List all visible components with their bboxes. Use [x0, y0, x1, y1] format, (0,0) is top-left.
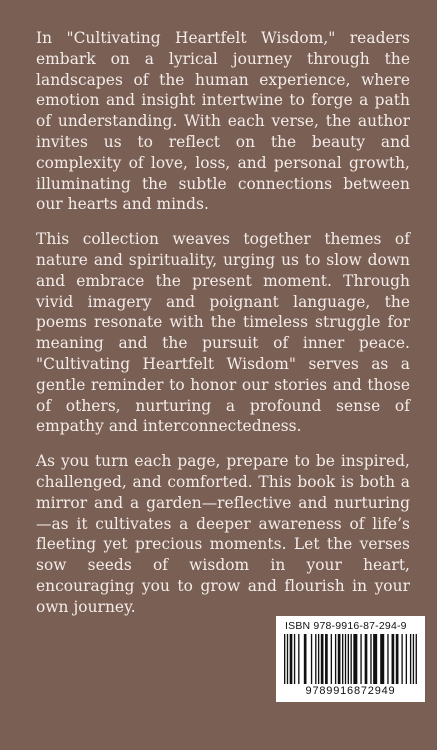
barcode-bar: [348, 634, 349, 684]
barcode-bar: [387, 634, 388, 684]
barcode-bar: [365, 634, 368, 684]
barcode-bar: [335, 634, 336, 684]
barcode-bar: [342, 634, 343, 684]
barcode-bar: [392, 634, 395, 684]
isbn-number: 9789916872949: [305, 685, 396, 697]
barcode-bar: [401, 634, 402, 684]
barcode-bar: [410, 634, 411, 684]
barcode-bar: [360, 634, 361, 684]
barcode-bar: [298, 634, 299, 684]
barcode-bar: [331, 634, 332, 684]
barcode-bar: [351, 634, 352, 684]
blurb: [36, 28, 410, 632]
barcode-bar: [338, 634, 341, 684]
barcode-bar: [284, 634, 285, 684]
barcode-bar: [325, 634, 328, 684]
barcode-bar: [370, 634, 371, 684]
isbn-barcode: [276, 616, 425, 702]
barcode-bar: [304, 634, 307, 684]
barcode-bar: [373, 634, 377, 684]
barcode-bar: [321, 634, 324, 684]
blurb-paragraph-3: As you turn each page, prepare to be inspired, challenged, and comforted. This book is both a mirror and a garden—reflective and nurturing—as it cultivates a deeper awareness of life’s fleeting yet precious moments. Let the verses sow seeds of wisdom in your heart, encouraging you to grow and flourish in your own journey.: [36, 452, 410, 616]
barcode-bar: [318, 634, 319, 684]
barcode-bar: [413, 634, 414, 684]
barcode-bar: [290, 634, 293, 684]
barcode-bar: [345, 634, 346, 684]
barcode-bar: [315, 634, 316, 684]
barcode-bar: [416, 634, 417, 684]
barcode-bar: [406, 634, 407, 684]
barcode-bar: [380, 634, 384, 684]
blurb-paragraph-2: This collection weaves together themes of nature and spirituality, urging us to slow down and embrace the present moment. Through vivid imagery and poignant language, the poems resonate with the timeless struggle for meaning and the pursuit of inner peace. "Cultivating Heartfelt Wisdom" serves as a gentle reminder to honor our stories and those of others, nurturing a profound sense of empathy and interconnectedness.: [36, 230, 410, 436]
isbn-label: ISBN 978-9916-87-294-9: [285, 620, 407, 632]
blurb-paragraph-1: In "Cultivating Heartfelt Wisdom," readers embark on a lyrical journey through the landscapes of the human experience, where emotion and insight intertwine to forge a path of understanding. With each verse, the author invites us to reflect on the beauty and complexity of love, loss, and personal growth, illuminating the subtle connections between our hearts and minds.: [36, 29, 410, 214]
barcode-bar: [287, 634, 288, 684]
barcode-bar: [294, 634, 295, 684]
barcode-bar: [396, 634, 399, 684]
barcode-bar: [311, 634, 312, 684]
barcode-bar: [353, 634, 357, 684]
barcode-bars: [284, 634, 417, 686]
